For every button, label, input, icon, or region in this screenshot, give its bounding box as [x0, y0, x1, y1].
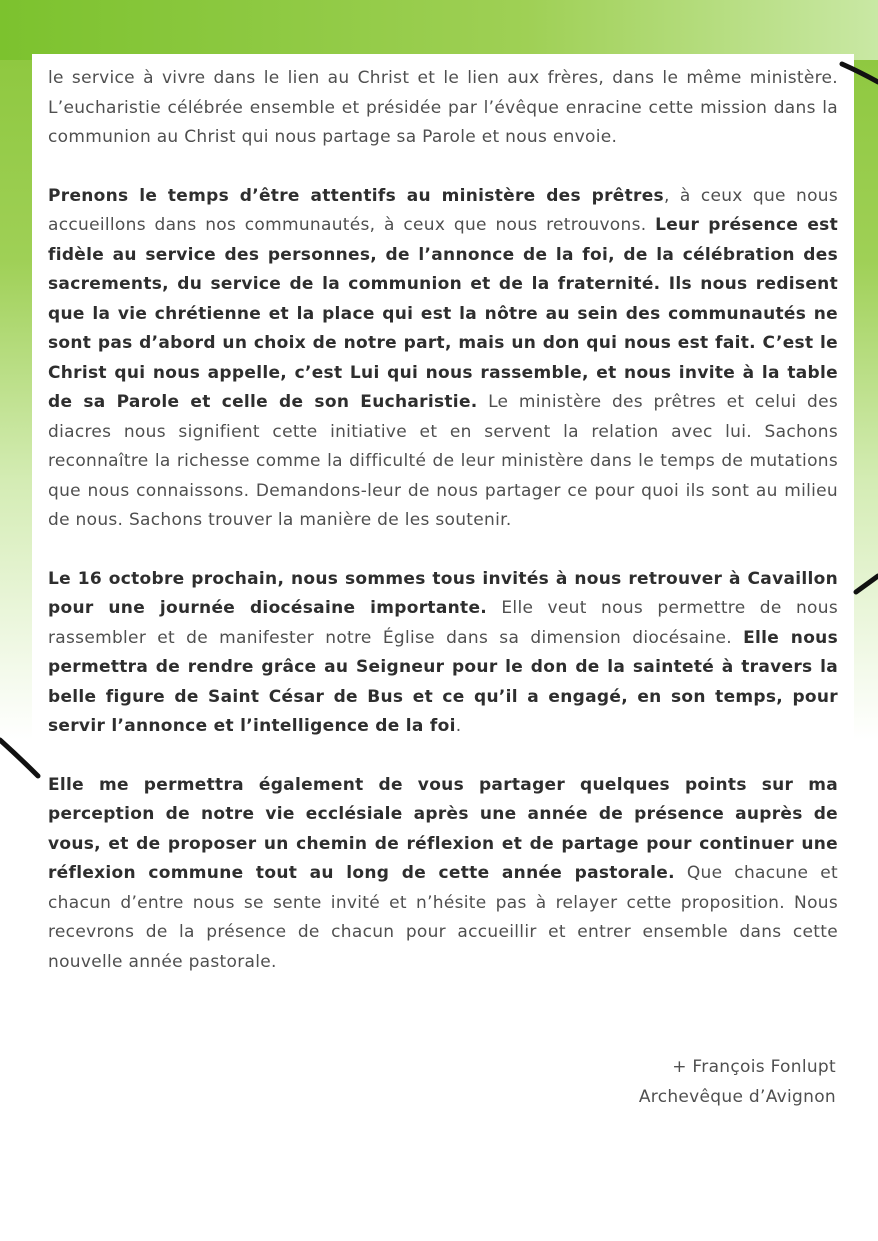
paragraph-3 [48, 565, 838, 742]
bold-text-segment: Elle nous permettra de rendre grâce au Seigneur pour le don de la sainteté à travers la belle figure de Saint César de Bus et ce qu’il a engagé, en son temps, pour servir l’annonce et l’intelligence de la foi [48, 627, 838, 736]
signature-block [639, 1053, 836, 1112]
signature-name: + François Fonlupt [672, 1057, 836, 1077]
text-segment: . [455, 716, 462, 736]
paragraph-4 [48, 771, 838, 978]
paragraph-1 [48, 64, 838, 153]
bold-text-segment: Leur présence est fidèle au service des personnes, de l’annonce de la foi, de la célébration des sacrements, du service de la communion et de la fraternité. Ils nous redisent que la vie chrétienne et la place qui est la nôtre au sein des communautés ne sont pas d’abord un choix de notre part, mais un don qui nous est fait. C’est le Christ qui nous appelle, c’est Lui qui nous rassemble, et nous invite à la table de sa Parole et celle de son Eucharistie. [48, 215, 838, 412]
text-segment: Le ministère des prêtres et celui des diacres nous signifient cette initiative et en servent la relation avec lui. Sachons reconnaître la richesse comme la difficulté de leur ministère dans le temps de mutations que nous connaissons. Demandons-leur de nous partager ce pour quoi ils sont au milieu de nous. Sachons trouver la manière de les soutenir. [48, 392, 838, 530]
text-segment: Que chacune et chacun d’entre nous se sente invité et n’hésite pas à relayer cette proposition. Nous recevrons de la présence de chacun pour accueillir et entrer ensemble dans cette nouvelle année pastorale. [48, 863, 838, 972]
signature-title: Archevêque d’Avignon [638, 1086, 836, 1107]
text-segment: , à ceux que nous accueillons dans nos communautés, à ceux que nous retrouvons. [48, 185, 839, 235]
paragraph-2 [48, 182, 838, 536]
text-segment: le service à vivre dans le lien au Christ et le lien aux frères, dans le même ministère. L’eucharistie célébrée ensemble et présidée par l’évêque enracine cette mission dans la communion au Christ qui nous partage sa Parole et nous envoie. [48, 68, 838, 147]
green-top-band [0, 0, 878, 60]
bold-text-segment: Le 16 octobre prochain, nous sommes tous invités à nous retrouver à Cavaillon pour une journée diocésaine importante. [48, 568, 838, 618]
bold-text-segment: Prenons le temps d’être attentifs au ministère des prêtres [48, 185, 664, 206]
letter-body [48, 64, 838, 1006]
text-segment: Elle veut nous permettre de nous rassembler et de manifester notre Église dans sa dimension diocésaine. [48, 598, 838, 648]
bold-text-segment: Elle me permettra également de vous partager quelques points sur ma perception de notre vie ecclésiale après une année de présence auprès de vous, et de proposer un chemin de réflexion et de partage pour continuer une réflexion commune tout au long de cette année pastorale. [48, 774, 838, 883]
